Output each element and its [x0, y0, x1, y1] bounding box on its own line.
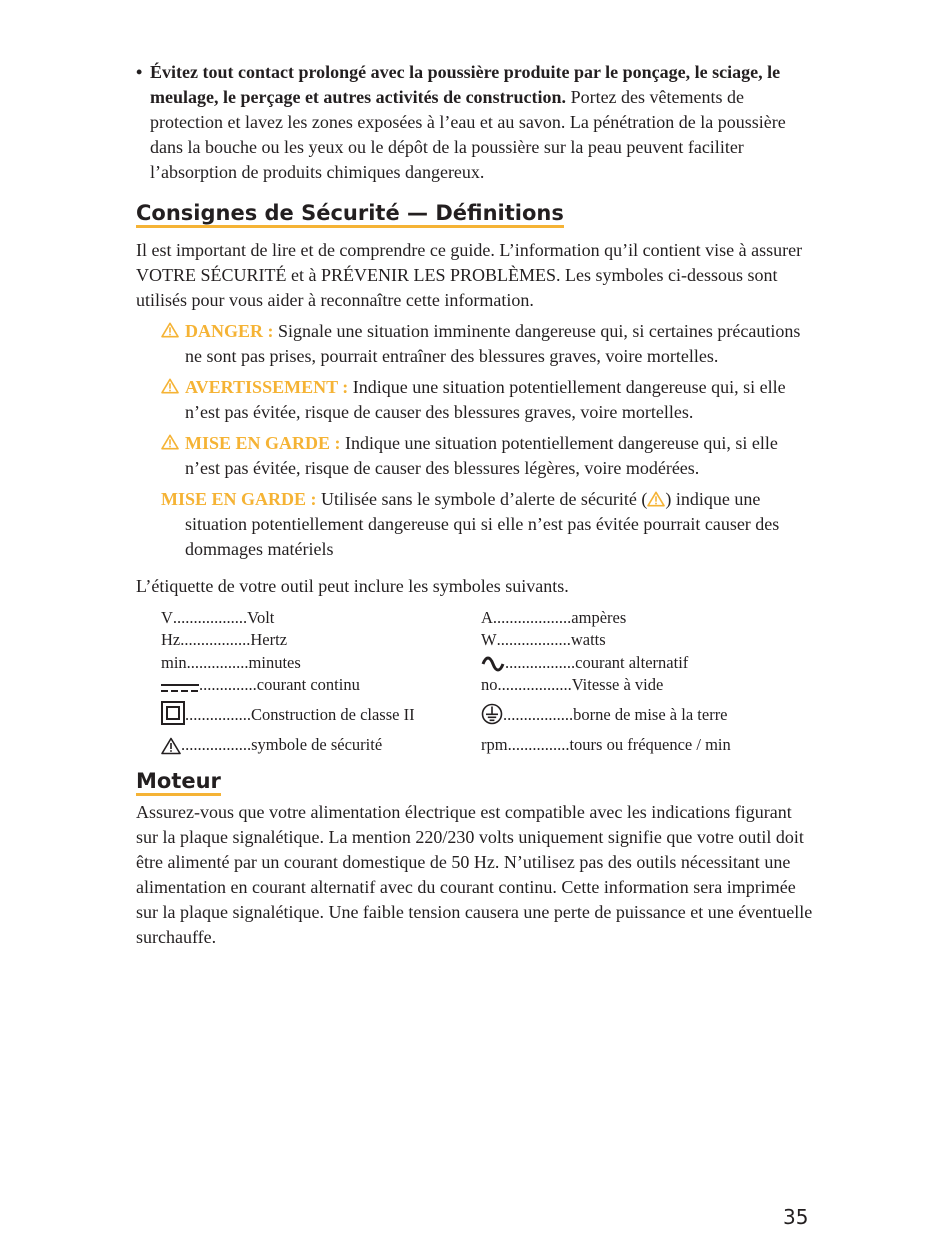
symbol-volt: V — [161, 607, 173, 627]
warning-triangle-icon — [161, 378, 179, 394]
warning-triangle-icon — [161, 434, 179, 450]
leader-dots: .................. — [497, 675, 572, 694]
moteur-paragraph: Assurez-vous que votre alimentation électrique est compatible avec les indications figurant sur la plaque signalétique. La mention 220/230 volts uniquement signifie que votre outil doit être alimenté par un courant domestique de 50 Hz. N’utilisez pas des outils nécessitant une alimentation en courant alternatif avec du courant continu. Cette information sera imprimée sur la plaque signalétique. Une faible tension causera une perte de puissance et une éventuelle surchauffe. — [136, 802, 813, 947]
leader-dots: ................... — [492, 607, 572, 627]
leader-dots: ................. — [503, 705, 574, 724]
dust-warning-text: Portez des vêtements de protection et lavez les zones exposées à l’eau et au savon. La pénétration de la poussière dans la bouche ou les yeux ou le dépôt de la poussière sur la peau peuvent faciliter l’absorption de produits chimiques dangereux. — [150, 87, 786, 182]
definitions-heading: Consignes de Sécurité — Définitions — [136, 201, 564, 228]
caution-no-symbol-text-after: ) indique une situation potentiellement dangereuse qui si elle n’est pas évitée pourrait causer des dommages matériels — [185, 489, 780, 559]
symbol-amperes: A — [481, 607, 493, 627]
class-ii-icon — [161, 701, 185, 725]
symbol-desc-minutes: minutes — [248, 652, 301, 672]
symbol-desc-earth: borne de mise à la terre — [573, 705, 728, 724]
leader-dots: .................. — [496, 630, 571, 649]
symbol-rpm: rpm — [481, 735, 508, 754]
symbol-minutes: min — [161, 652, 187, 672]
symbol-desc-rpm: tours ou fréquence / min — [569, 735, 731, 754]
symbols-table — [161, 605, 816, 755]
symbol-row-watts — [481, 628, 821, 651]
moteur-heading: Moteur — [136, 769, 221, 796]
symbol-row-volt — [161, 605, 481, 628]
danger-keyword: DANGER : — [185, 321, 274, 341]
definition-caution — [161, 431, 816, 481]
symbol-row-ac — [481, 650, 821, 673]
bullet-marker: • — [136, 62, 143, 82]
symbol-desc-safety: symbole de sécurité — [251, 735, 383, 754]
symbol-row-safety — [161, 725, 481, 755]
symbol-row-no-load-speed — [481, 673, 821, 696]
symbol-hertz: Hz — [161, 630, 181, 649]
warning-triangle-icon — [647, 491, 665, 507]
leader-dots: ................. — [181, 735, 252, 754]
symbol-desc-watts: watts — [570, 630, 606, 649]
earth-ground-icon — [481, 703, 503, 725]
symbol-row-amperes — [481, 605, 821, 628]
page-number: 35 — [783, 1205, 809, 1229]
symbol-desc-ac: courant alternatif — [575, 652, 689, 672]
symbol-desc-class-ii: Construction de classe II — [251, 705, 415, 724]
warning-triangle-icon — [161, 322, 179, 338]
definition-danger — [161, 319, 816, 369]
symbol-desc-volt: Volt — [247, 607, 275, 627]
symbol-row-dc — [161, 673, 481, 696]
symbol-row-earth — [481, 695, 821, 725]
leader-dots: .................. — [172, 607, 248, 627]
symbol-row-class-ii — [161, 695, 481, 725]
symbol-row-rpm — [481, 725, 821, 755]
danger-text: Signale une situation imminente dangereuse qui, si certaines précautions ne sont pas prises, pourrait entraîner des blessures graves, voire mortelles. — [185, 321, 801, 366]
definitions-intro: Il est important de lire et de comprendre ce guide. L’information qu’il contient vise à assurer VOTRE SÉCURITÉ et à PRÉVENIR LES PROBLÈMES. Les symboles ci-dessous sont utilisés pour vous aider à reconnaître cette information. — [136, 240, 803, 310]
leader-dots: ................. — [180, 630, 251, 649]
symbol-desc-dc: courant continu — [256, 675, 360, 694]
leader-dots: ............... — [186, 652, 249, 672]
leader-dots: ................ — [185, 705, 251, 724]
leader-dots: ................. — [505, 652, 576, 672]
warning-keyword: AVERTISSEMENT : — [185, 377, 349, 397]
definition-caution-no-symbol — [161, 487, 816, 562]
symbol-desc-no-load-speed: Vitesse à vide — [571, 675, 664, 694]
leader-dots: .............. — [199, 675, 257, 694]
symbol-desc-amperes: ampères — [571, 607, 627, 627]
definition-warning — [161, 375, 816, 425]
caution-keyword: MISE EN GARDE : — [185, 433, 341, 453]
warning-triangle-icon — [161, 737, 181, 755]
caution-text: Indique une situation potentiellement dangereuse qui, si elle n’est pas évitée, risque de causer des blessures légères, voire modérées. — [185, 433, 778, 478]
dust-warning-paragraph — [136, 60, 816, 185]
symbol-watts: W — [481, 630, 497, 649]
caution-no-symbol-keyword: MISE EN GARDE : — [161, 489, 317, 509]
symbol-row-minutes — [161, 650, 481, 673]
page-content — [136, 60, 816, 950]
caution-no-symbol-text-before: Utilisée sans le symbole d’alerte de sécurité ( — [316, 489, 648, 509]
symbol-desc-hertz: Hertz — [250, 630, 288, 649]
warning-text: Indique une situation potentiellement dangereuse qui, si elle n’est pas évitée, risque de causer des blessures graves, voire mortelles. — [185, 377, 786, 422]
symbol-no-load-speed: no — [481, 675, 498, 694]
dc-current-icon — [161, 681, 199, 695]
dust-warning-bold: Évitez tout contact prolongé avec la poussière produite par le ponçage, le sciage, le meulage, le perçage et autres activités de construction. — [150, 62, 781, 107]
ac-current-icon — [481, 655, 505, 673]
symbols-intro: L’étiquette de votre outil peut inclure les symboles suivants. — [136, 576, 569, 596]
symbol-row-hertz — [161, 628, 481, 651]
leader-dots: ............... — [507, 735, 570, 754]
